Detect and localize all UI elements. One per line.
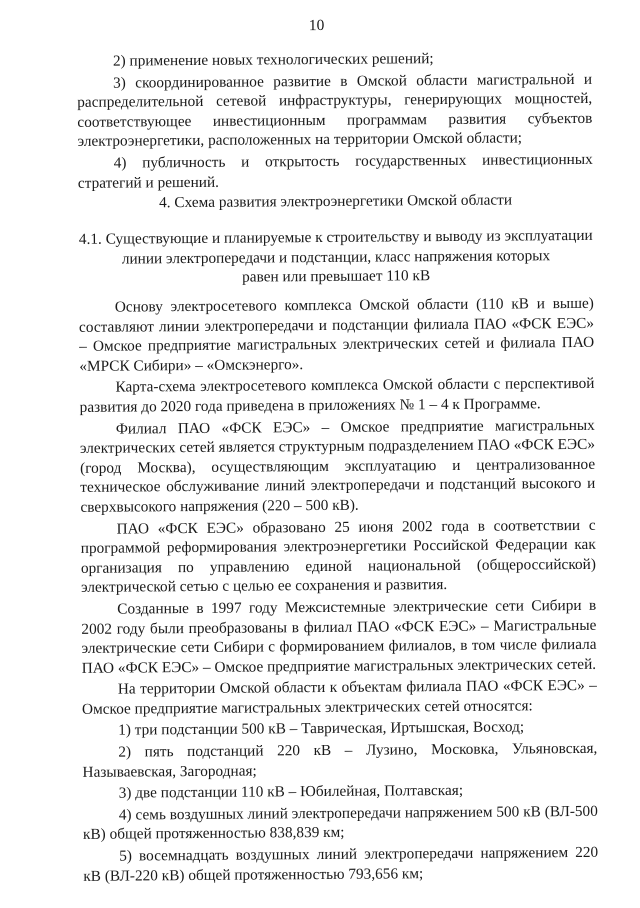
paragraph: Созданные в 1997 году Межсистемные электрические сети Сибири в 2002 году были преобразованы в филиал ПАО «ФСК ЕЭС» – Магистральные электрические сети Сибири с формированием филиалов, в том числе филиала ПАО «ФСК ЕЭС» – Омское предприятие магистральных электрических сетей. bbox=[81, 596, 597, 677]
section-title: 4. Схема развития электроэнергетики Омской области bbox=[158, 191, 513, 212]
list-item: 4) публичность и открытость государственных инвестиционных стратегий и решений. bbox=[77, 150, 593, 192]
list-item: 5) восемнадцать воздушных линий электропередачи напряжением 220 кВ (ВЛ-220 кВ) общей протяженностью 793,656 км; bbox=[83, 843, 599, 885]
subsection-title-line: 4.1. Существующие и планируемые к строительству и выводу из эксплуатации bbox=[78, 226, 593, 248]
list-item: 2) применение новых технологических решений; bbox=[112, 50, 434, 70]
list-item: 3) две подстанции 110 кВ – Юбилейная, Полтавская; bbox=[118, 782, 464, 802]
paragraph: Основу электросетевого комплекса Омской области (110 кВ и выше) составляют линии электропередачи и подстанции филиала ПАО «ФСК ЕЭС» – Омское предприятие магистральных электрических сетей и филиала ПАО «МРСК Сибири» – «Омскэнерго». bbox=[78, 294, 595, 375]
subsection-title-line: равен или превышает 110 кВ bbox=[242, 267, 431, 286]
subsection-title bbox=[78, 226, 593, 289]
list-item: 2) пять подстанций 220 кВ – Лузино, Московка, Ульяновская, Называевская, Загородная; bbox=[82, 739, 598, 781]
list-item: 1) три подстанции 500 кВ – Таврическая, Иртышская, Восход; bbox=[118, 718, 525, 740]
list-item: 4) семь воздушных линий электропередачи напряжением 500 кВ (ВЛ-500 кВ) общей протяженностью 838,839 км; bbox=[82, 802, 598, 844]
paragraph: ПАО «ФСК ЕЭС» образовано 25 июня 2002 года в соответствии с программой реформирования электроэнергетики Российской Федерации как организация по управлению единой национальной (общероссийской) электрической сетью с целью ее сохранения и развития. bbox=[80, 516, 596, 597]
paragraph: На территории Омской области к объектам филиала ПАО «ФСК ЕЭС» – Омское предприятие магистральных электрических сетей относятся: bbox=[81, 677, 597, 718]
list-item: 3) скоординированное развитие в Омской области магистральной и распределительной сетевой инфраструктуры, генерирующих мощностей, соответствующее инвестиционным программам развития субъектов электроэнергетики, расположенных на территории Омской области; bbox=[77, 70, 593, 151]
subsection-title-line: линии электропередачи и подстанции, класс напряжения которых bbox=[121, 246, 551, 268]
paragraph: Карта-схема электросетевого комплекса Омской области с перспективой развития до 2020 года приведена в приложениях № 1 – 4 к Программе. bbox=[79, 375, 595, 416]
body-text bbox=[79, 294, 599, 888]
page-number: 10 bbox=[308, 16, 325, 35]
paragraph: Филиал ПАО «ФСК ЕЭС» – Омское предприятие магистральных электрических сетей является структурным подразделением ПАО «ФСК ЕЭС» (город Москва), осуществляющим эксплуатацию и централизованное техническое обслуживание линий электропередачи и подстанций высокого и сверхвысокого напряжения (220 – 500 кВ). bbox=[79, 416, 596, 516]
top-list bbox=[77, 48, 593, 195]
